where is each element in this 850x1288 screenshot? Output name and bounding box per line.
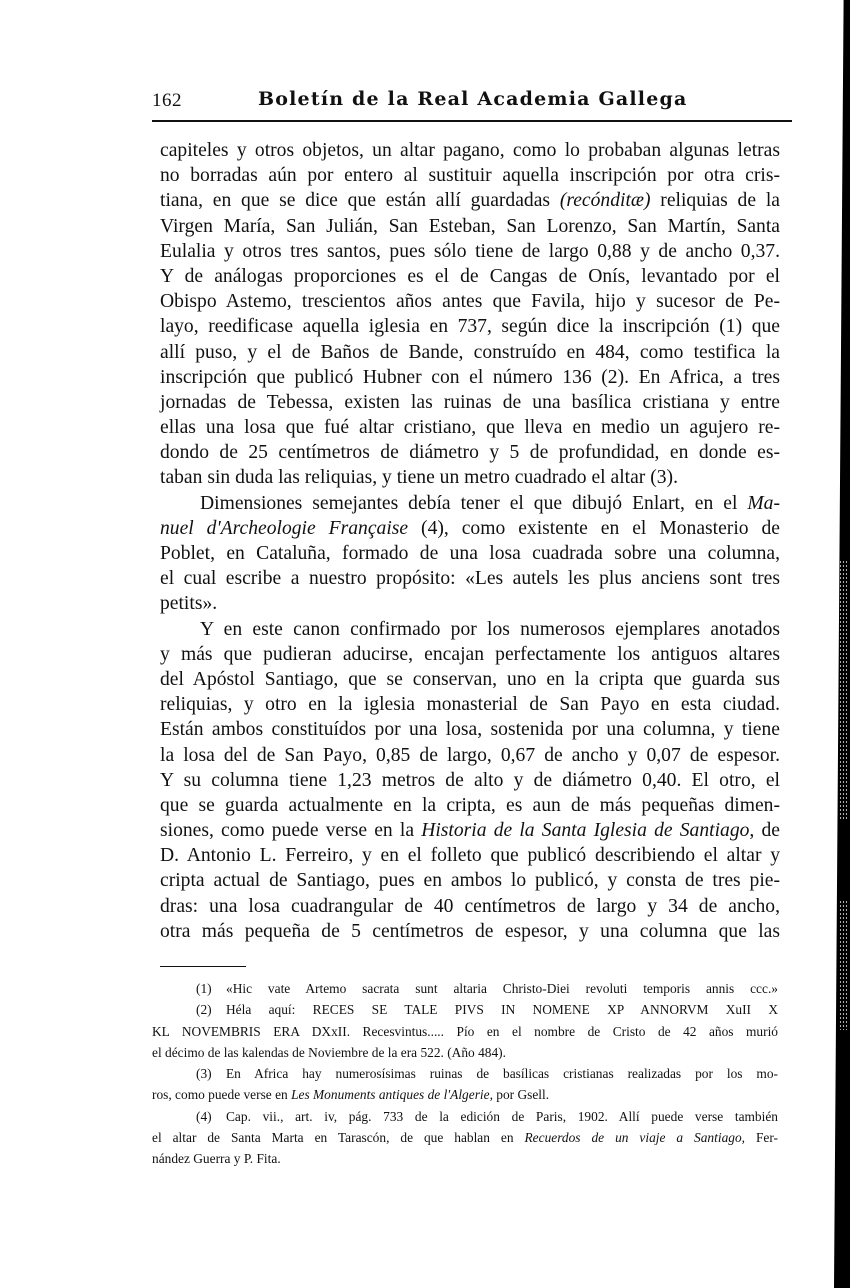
italic-text: Ma-	[747, 492, 780, 514]
body-line	[160, 642, 780, 667]
footnote-line	[152, 1148, 778, 1169]
body-line	[160, 868, 780, 893]
text-run: «Hic vate Artemo sacrata sunt altaria Christo-Diei revoluti temporis annis ccc.»	[226, 981, 778, 996]
text-run: petits».	[160, 593, 218, 615]
text-run: la losa del de San Payo, 0,85 de largo, 0,67 de ancho y 0,07 de espesor.	[160, 744, 780, 766]
text-run: nández Guerra y P. Fita.	[152, 1151, 281, 1167]
text-run: dondo de 25 centímetros de diámetro y 5 de profundidad, en donde es-	[160, 442, 780, 464]
body-line	[160, 843, 780, 868]
text-run: Eulalia y otros tres santos, pues sólo tiene de largo 0,88 y de ancho 0,37.	[160, 240, 780, 262]
body-line	[160, 314, 780, 339]
text-run: no borradas aún por entero al sustituir aquella inscripción por otra cris-	[160, 165, 780, 187]
text-run: tiana, en que se dice que están allí guardadas	[160, 190, 560, 212]
italic-text: Recuerdos de un viaje a Santiago,	[524, 1130, 745, 1146]
text-run: el décimo de las kalendas de Noviembre de la era 522. (Año 484).	[152, 1044, 506, 1060]
body-line	[160, 264, 780, 289]
footnote-number: (2)	[196, 1002, 212, 1018]
body-text	[160, 138, 780, 944]
text-run: KL NOVEMBRIS ERA DXxII. Recesvintus..... Pío en el nombre de Cristo de 42 años murió	[152, 1023, 778, 1039]
footnote-line	[152, 1021, 778, 1042]
body-line	[160, 138, 780, 163]
footnote-number: (3)	[196, 1066, 212, 1082]
body-line	[160, 793, 780, 818]
footnote-line	[152, 1106, 778, 1127]
body-line	[160, 667, 780, 692]
body-line	[160, 692, 780, 717]
footnote-line	[152, 1127, 778, 1148]
text-run: reliquias, y otro en la iglesia monasterial de San Payo en esta ciudad.	[160, 694, 780, 716]
text-run: del Apóstol Santiago, que se conservan, uno en la cripta que guarda sus	[160, 668, 780, 690]
body-line	[160, 163, 780, 188]
text-run: Y en este canon confirmado por los numerosos ejemplares anotados	[200, 618, 780, 640]
text-run: layo, reedificase aquella iglesia en 737, según dice la inscripción (1) que	[160, 316, 780, 338]
text-run: siones, como puede verse en la	[160, 820, 422, 842]
body-line	[160, 188, 780, 213]
text-run: Y de análogas proporciones es el de Cangas de Onís, levantado por el	[160, 265, 780, 287]
text-run: Cap. vii., art. iv, pág. 733 de la edición de Paris, 1902. Allí puede verse también	[226, 1108, 778, 1124]
text-run: el altar de Santa Marta en Tarascón, de que hablan en	[152, 1130, 525, 1146]
text-run: otra más pequeña de 5 centímetros de espesor, y una columna que las	[160, 920, 780, 942]
body-line	[160, 415, 780, 440]
header-rule	[152, 120, 792, 122]
body-line	[160, 818, 780, 843]
text-run: ellas una losa que fué altar cristiano, que lleva en medio un agujero re-	[160, 417, 780, 439]
footnote-line	[152, 978, 778, 999]
body-line	[160, 894, 780, 919]
text-run: Poblet, en Cataluña, formado de una losa cuadrada sobre una columna,	[160, 543, 780, 564]
text-run: Están ambos constituídos por una losa, sostenida por una columna, y tiene	[160, 719, 780, 741]
body-line	[160, 591, 780, 616]
body-line	[160, 541, 780, 566]
running-header	[152, 88, 792, 118]
footnote-line	[152, 1042, 778, 1063]
text-run: de	[754, 820, 780, 842]
footnote-separator	[160, 966, 246, 967]
body-line	[160, 617, 780, 642]
text-run: Dimensiones semejantes debía tener el que dibujó Enlart, en el	[200, 492, 748, 514]
text-run: por Gsell.	[492, 1087, 550, 1103]
italic-text: (recónditæ)	[559, 190, 651, 212]
footnote-line	[152, 1063, 778, 1084]
body-line	[160, 289, 780, 314]
body-line	[160, 566, 780, 591]
body-line	[160, 390, 780, 415]
text-run: que se guarda actualmente en la cripta, es aun de más pequeñas dimen-	[160, 794, 780, 816]
body-line	[160, 516, 780, 541]
text-run: ros, como puede verse en	[152, 1087, 292, 1103]
text-run: inscripción que publicó Hubner con el número 136 (2). En Africa, a tres	[160, 366, 780, 388]
body-line	[160, 440, 780, 465]
text-run: Y su columna tiene 1,23 metros de alto y de diámetro 0,40. El otro, el	[160, 769, 780, 791]
text-run: (4), como existente en el Monasterio de	[408, 517, 780, 539]
footnote-number: (1)	[196, 981, 212, 996]
body-line	[160, 768, 780, 793]
text-run: taban sin duda las reliquias, y tiene un metro cuadrado el altar (3).	[160, 467, 678, 489]
text-run: En Africa hay numerosísimas ruinas de basílicas cristianas realizadas por los mo-	[226, 1066, 778, 1082]
footnotes	[152, 978, 778, 1170]
body-line	[160, 340, 780, 365]
body-line	[160, 214, 780, 239]
text-run: capiteles y otros objetos, un altar pagano, como lo probaban algunas letras	[160, 140, 780, 161]
body-line	[160, 743, 780, 768]
text-run: jornadas de Tebessa, existen las ruinas de una basílica cristiana y entre	[160, 391, 780, 413]
footnote-number: (4)	[196, 1108, 212, 1124]
italic-text: Les Monuments antiques de l'Algerie,	[291, 1087, 493, 1103]
footnote-line	[152, 999, 778, 1020]
text-run: cripta actual de Santiago, pues en ambos lo publicó, y consta de tres pie-	[160, 870, 780, 892]
body-line	[160, 919, 780, 944]
text-run: Obispo Astemo, trescientos años antes que Favila, hijo y sucesor de Pe-	[160, 291, 780, 313]
journal-title: Boletín de la Real Academia Gallega	[258, 88, 688, 110]
footnote-line	[152, 1084, 778, 1105]
italic-text: nuel d'Archeologie Française	[160, 517, 409, 539]
text-run: allí puso, y el de Baños de Bande, construído en 484, como testifica la	[160, 341, 780, 363]
text-run: dras: una losa cuadrangular de 40 centímetros de largo y 34 de ancho,	[160, 895, 780, 917]
body-line	[160, 239, 780, 264]
body-line	[160, 465, 780, 490]
body-line	[160, 365, 780, 390]
text-run: Héla aquí: RECES SE TALE PIVS IN NOMENE XP ANNORVM XuII X	[226, 1002, 778, 1018]
text-run: Fer-	[745, 1130, 778, 1146]
text-run: Virgen María, San Julián, San Esteban, San Lorenzo, San Martín, Santa	[160, 215, 780, 237]
text-run: D. Antonio L. Ferreiro, y en el folleto que publicó describiendo el altar y	[160, 845, 780, 867]
text-run: y más que pudieran aducirse, encajan perfectamente los antiguos altares	[160, 643, 780, 665]
page-number: 162	[152, 90, 182, 111]
scan-noise	[839, 560, 847, 820]
text-run: reliquias de la	[650, 190, 780, 212]
text-run: el cual escribe a nuestro propósito: «Les autels les plus anciens sont tres	[160, 568, 780, 590]
italic-text: Historia de la Santa Iglesia de Santiago,	[421, 820, 755, 842]
body-line	[160, 491, 780, 516]
scan-noise	[839, 900, 847, 1030]
body-line	[160, 717, 780, 742]
